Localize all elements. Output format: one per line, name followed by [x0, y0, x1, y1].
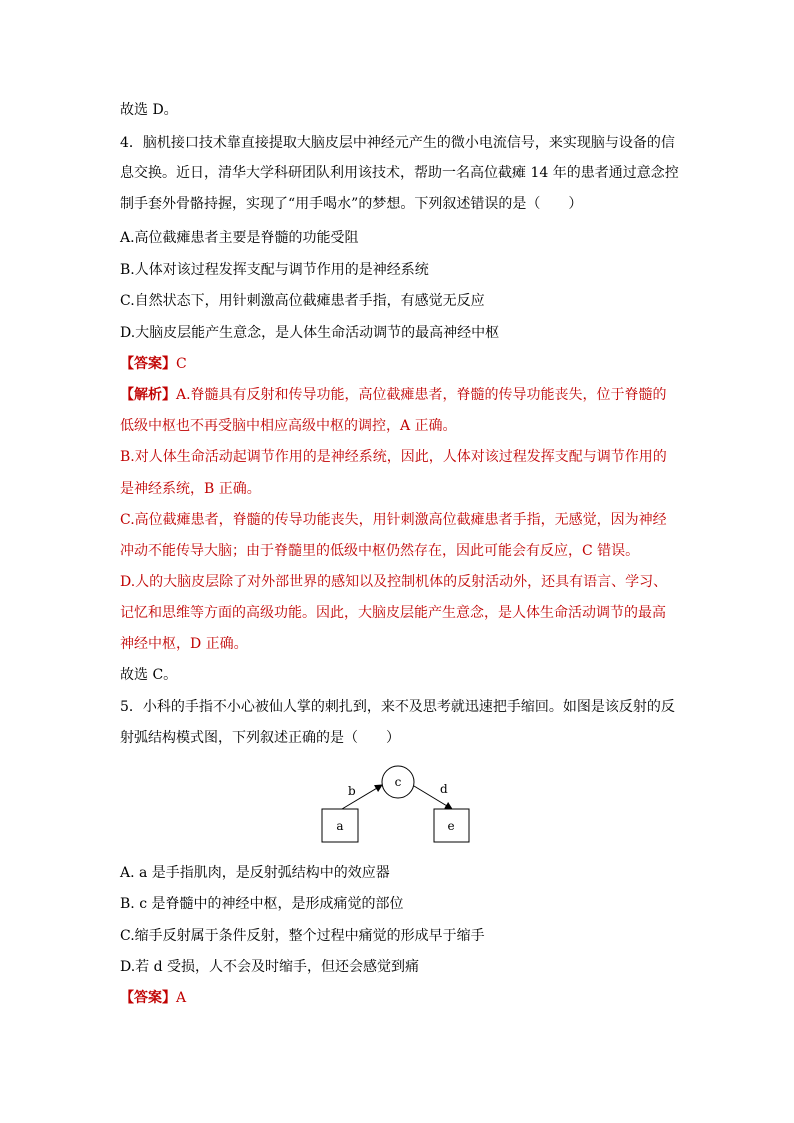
q4-stem-line-2: 息交换。近日，清华大学科研团队利用该技术，帮助一名高位截瘫 14 年的患者通过意念控 — [120, 165, 679, 181]
q4-option-a: A.高位截瘫患者主要是脊髓的功能受阻 — [120, 230, 359, 246]
arrow-d-label: d — [440, 782, 448, 796]
q4-option-c: C.自然状态下，用针刺激高位截瘫患者手指，有感觉无反应 — [120, 293, 485, 309]
q5-answer-tag: 【答案】 — [120, 990, 176, 1006]
q5-option-c: C.缩手反射属于条件反射，整个过程中痛觉的形成早于缩手 — [120, 928, 485, 944]
q5-stem-line-1: 5．小科的手指不小心被仙人掌的刺扎到，来不及思考就迅速把手缩回。如图是该反射的反 — [120, 699, 675, 715]
q4-option-d: D.大脑皮层能产生意念，是人体生命活动调节的最高神经中枢 — [120, 325, 500, 341]
q4-analysis-line-3: B.对人体生命活动起调节作用的是神经系统，因此，人体对该过程发挥支配与调节作用的 — [120, 449, 667, 465]
arrow-b-label: b — [348, 784, 356, 798]
q5-option-a: A. a 是手指肌肉，是反射弧结构中的效应器 — [120, 865, 390, 881]
node-e-label: e — [447, 819, 455, 833]
q4-analysis-line-7: D.人的大脑皮层除了对外部世界的感知以及控制机体的反射活动外，还具有语言、学习、 — [120, 574, 668, 590]
q4-analysis-line-4: 是神经系统，B 正确。 — [120, 481, 261, 497]
q4-stem-line-1: 4．脑机接口技术靠直接提取大脑皮层中神经元产生的微小电流信号，来实现脑与设备的信 — [120, 135, 675, 151]
q5-answer-value: A — [176, 990, 187, 1006]
q4-answer-value: C — [176, 356, 187, 372]
q4-analysis-tag: 【解析】 — [120, 387, 176, 403]
q4-stem-line-3: 制手套外骨骼持握，实现了“用手喝水”的梦想。下列叙述错误的是（ ） — [120, 196, 583, 212]
q5-option-d: D.若 d 受损，人不会及时缩手，但还会感觉到痛 — [120, 959, 420, 975]
q4-analysis-line-9: 神经中枢，D 正确。 — [120, 636, 248, 652]
q4-option-b: B.人体对该过程发挥支配与调节作用的是神经系统 — [120, 262, 429, 278]
prev-conclusion: 故选 D。 — [120, 102, 178, 118]
q5-option-b: B. c 是脊髓中的神经中枢，是形成痛觉的部位 — [120, 896, 404, 912]
q4-analysis-line-6: 冲动不能传导大脑；由于脊髓里的低级中枢仍然存在，因此可能会有反应，C 错误。 — [120, 543, 640, 559]
q4-analysis-line-8: 记忆和思维等方面的高级功能。因此，大脑皮层能产生意念，是人体生命活动调节的最高 — [120, 605, 666, 621]
q4-answer-tag: 【答案】 — [120, 356, 176, 372]
q4-analysis-text-1: A.脊髓具有反射和传导功能，高位截瘫患者，脊髓的传导功能丧失，位于脊髓的 — [176, 387, 667, 403]
node-c-label: c — [394, 775, 402, 789]
q5-stem-line-2: 射弧结构模式图，下列叙述正确的是（ ） — [120, 730, 400, 746]
reflex-arc-diagram — [318, 764, 478, 846]
q4-analysis-line-5: C.高位截瘫患者，脊髓的传导功能丧失，用针刺激高位截瘫患者手指，无感觉，因为神经 — [120, 512, 667, 528]
q4-analysis-line-1 — [120, 386, 680, 404]
q5-answer — [120, 989, 680, 1007]
node-a-label: a — [336, 819, 344, 833]
q4-analysis-line-2: 低级中枢也不再受脑中相应高级中枢的调控，A 正确。 — [120, 418, 457, 434]
q4-conclusion: 故选 C。 — [120, 667, 178, 683]
q4-answer — [120, 355, 680, 373]
